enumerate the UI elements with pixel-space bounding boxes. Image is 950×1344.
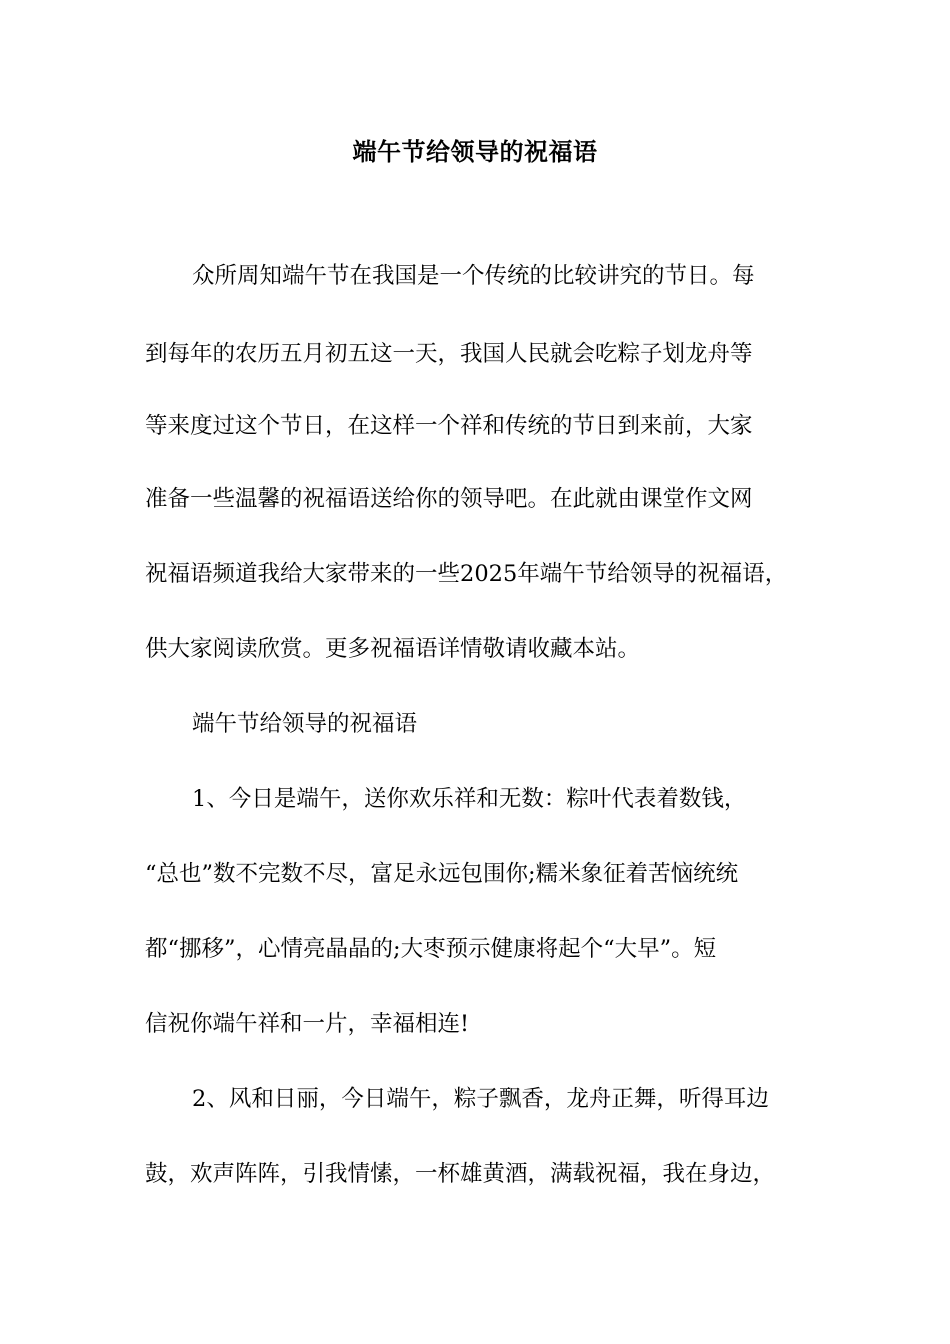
paragraph-line: 等来度过这个节日，在这样一个祥和传统的节日到来前，大家 (145, 413, 753, 439)
paragraph-line: 准备一些温馨的祝福语送给你的领导吧。在此就由课堂作文网 (145, 486, 753, 512)
paragraph-line: 祝福语频道我给大家带来的一些2025年端午节给领导的祝福语， (145, 561, 788, 587)
paragraph-line: 到每年的农历五月初五这一天，我国人民就会吃粽子划龙舟等 (145, 341, 753, 367)
paragraph-line: 供大家阅读欣赏。更多祝福语详情敬请收藏本站。 (145, 636, 641, 662)
paragraph-line: “总也”数不完数不尽，富足永远包围你;糯米象征着苦恼统统 (145, 861, 739, 887)
paragraph-line: 都“挪移”，心情亮晶晶的;大枣预示健康将起个“大早”。短 (145, 936, 717, 962)
paragraph-line: 2、风和日丽，今日端午，粽子飘香，龙舟正舞，听得耳边 (192, 1086, 769, 1112)
section-heading: 端午节给领导的祝福语 (192, 711, 418, 737)
paragraph-line: 1、今日是端午，送你欢乐祥和无数：粽叶代表着数钱， (192, 786, 747, 812)
paragraph-line: 众所周知端午节在我国是一个传统的比较讲究的节日。每 (192, 263, 755, 289)
paragraph-line: 信祝你端午祥和一片，幸福相连! (145, 1011, 470, 1037)
document-title: 端午节给领导的祝福语 (352, 138, 598, 166)
paragraph-line: 鼓，欢声阵阵，引我情愫，一杯雄黄酒，满载祝福，我在身边， (145, 1161, 776, 1187)
